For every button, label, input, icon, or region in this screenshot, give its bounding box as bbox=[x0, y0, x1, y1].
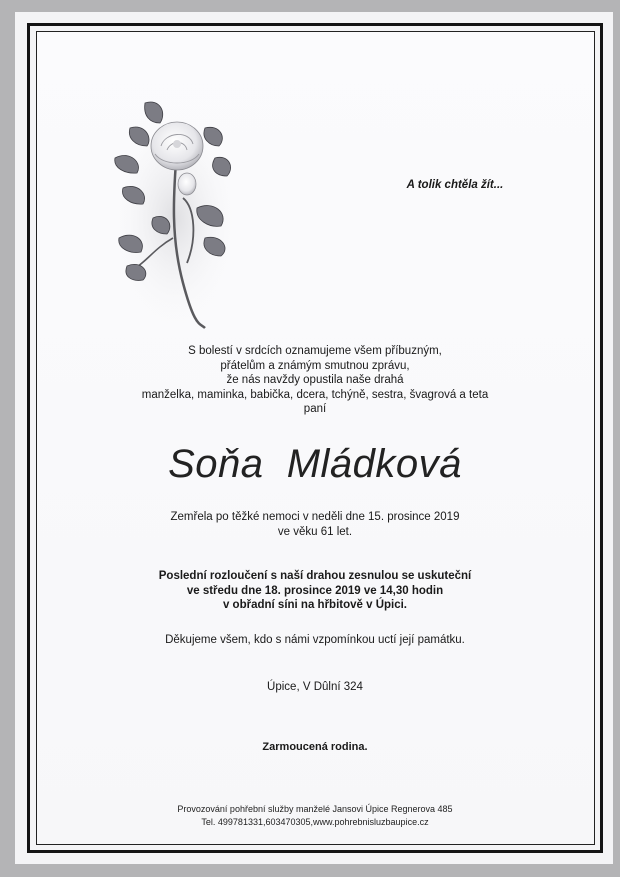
funeral-info bbox=[60, 569, 570, 613]
family-address: Úpice, V Dûlní 324 bbox=[267, 681, 363, 693]
footer-line: Tel. 499781331,603470305,www.pohrebnisluzbaupice.cz bbox=[201, 816, 429, 827]
announcement-line: S bolestí v srdcích oznamujeme všem příbuzným, bbox=[188, 345, 442, 357]
death-info bbox=[60, 510, 570, 539]
funeral-line: v obřadní síni na hřbitově v Úpici. bbox=[222, 599, 408, 611]
funeral-service-footer bbox=[60, 803, 570, 828]
death-line: Zemřela po těžké nemoci v neděli dne 15. prosince 2019 bbox=[170, 511, 460, 523]
white-rose-icon bbox=[105, 88, 245, 333]
motto: A tolik chtěla žít... bbox=[406, 179, 504, 191]
footer-line: Provozování pohřební služby manželé Jansovi Úpice Regnerova 485 bbox=[177, 804, 453, 814]
announcement-line: paní bbox=[303, 403, 327, 415]
announcement-line: přátelům a známým smutnou zprávu, bbox=[220, 359, 410, 372]
deceased-name: Soňa Mládková bbox=[168, 442, 462, 486]
death-line: ve věku 61 let. bbox=[277, 525, 353, 538]
funeral-line: Poslední rozloučení s naší drahou zesnulou se uskuteční bbox=[158, 570, 472, 582]
announcement-text bbox=[60, 344, 570, 417]
thanks-text: Děkujeme všem, kdo s námi vzpomínkou uctí její památku. bbox=[165, 634, 465, 646]
mourners-signature: Zarmoucená rodina. bbox=[262, 741, 368, 753]
announcement-line: manželka, maminka, babička, dcera, tchýně, sestra, švagrová a teta bbox=[141, 388, 489, 401]
funeral-line: ve středu dne 18. prosince 2019 ve 14,30 hodin bbox=[186, 584, 444, 597]
announcement-line: že nás navždy opustila naše drahá bbox=[226, 374, 404, 386]
